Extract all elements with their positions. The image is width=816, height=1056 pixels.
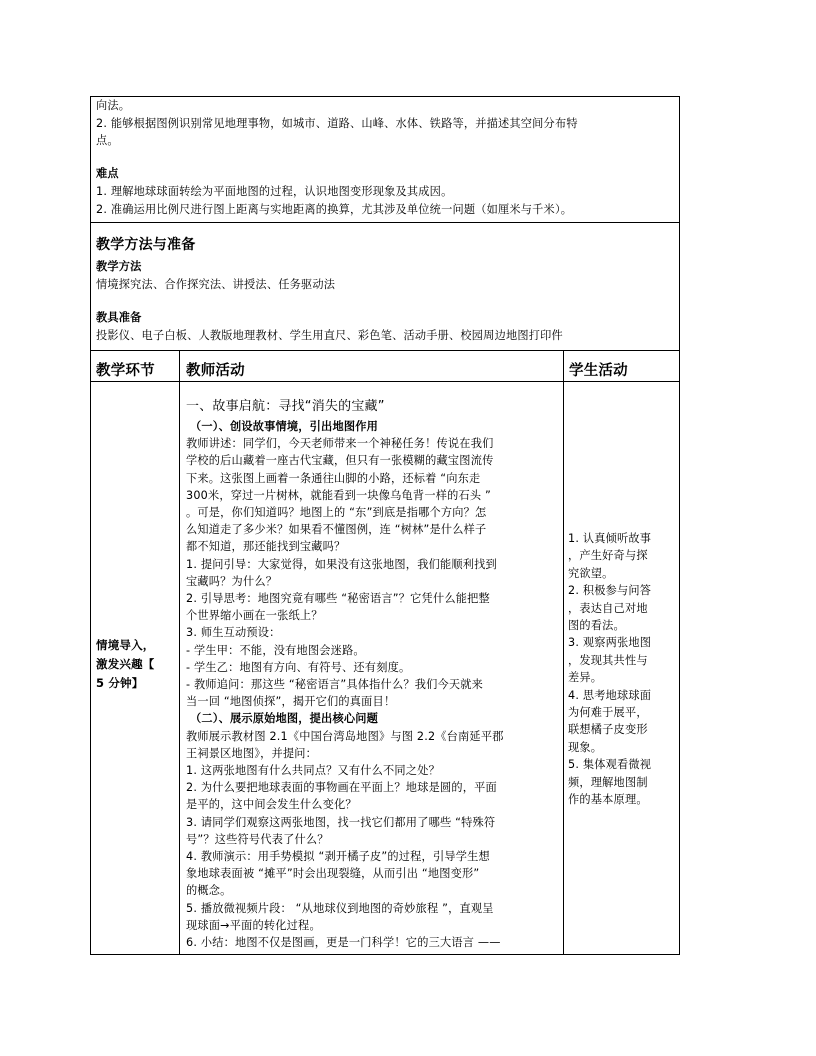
stage-label: 情境导入， [96, 638, 155, 652]
teacher-line: 1. 这两张地图有什么共同点？又有什么不同之处？ [186, 764, 440, 777]
teacher-line: 号”？这些符号代表了什么？ [186, 832, 329, 846]
difficulties-item: 1. 理解地球球面转绘为平面地图的过程，认识地图变形现象及其成因。 [96, 185, 453, 198]
student-line: 差异。 [568, 671, 603, 685]
teacher-line: 教师展示教材图 2.1《中国台湾岛地图》与图 2.2《台南延平郡 [186, 729, 504, 743]
divider-col-student [563, 350, 564, 954]
student-line: 3. 观察两张地图 [568, 636, 652, 650]
teacher-line: 3. 师生互动预设： [186, 626, 281, 640]
objectives-line: 2. 能够根据图例识别常见地理事物，如城市、道路、山峰、水体、铁路等，并描述其空间分布特 [96, 117, 578, 130]
teacher-line: 。可是，你们知道吗？地图上的 “东”到底是指哪个方向？怎 [186, 506, 487, 519]
teacher-line: - 学生乙：地图有方向、有符号、还有刻度。 [186, 660, 411, 674]
student-line: 2. 积极参与问答 [568, 584, 652, 598]
difficulties-heading: 难点 [96, 167, 119, 180]
teacher-line: 现球面→平面的转化过程。 [186, 918, 321, 932]
student-line: ，表达自己对地 [568, 601, 648, 615]
header-student: 学生活动 [569, 363, 628, 379]
lesson-section-title: 一、故事启航：寻找“消失的宝藏” [186, 399, 385, 414]
student-line: 频，理解地图制 [568, 775, 648, 789]
student-line: 1. 认真倾听故事 [568, 532, 652, 545]
student-line: 图的看法。 [568, 619, 625, 632]
student-line: ，发现其共性与 [568, 653, 648, 667]
teacher-line: 当一回 “地图侦探”，揭开它们的真面目！ [186, 695, 396, 709]
student-line: 现象。 [568, 740, 603, 754]
teacher-line: - 学生甲：不能，没有地图会迷路。 [186, 643, 365, 657]
header-teacher: 教师活动 [186, 363, 245, 379]
teacher-line: 是平的，这中间会发生什么变化？ [186, 798, 357, 812]
student-line: 为何难于展平， [568, 706, 648, 719]
teacher-line: 300米，穿过一片树林，就能看到一块像乌龟背一样的石头 ” [186, 488, 492, 502]
teacher-line: 象地球表面被 “摊平”时会出现裂缝，从而引出 “地图变形” [186, 867, 480, 881]
teacher-line: 5. 播放微视频片段： “从地球仪到地图的奇妙旅程 ”，直观呈 [186, 901, 494, 915]
difficulties-item: 2. 准确运用比例尺进行图上距离与实地距离的换算，尤其涉及单位统一问题（如厘米与千米）。 [96, 203, 573, 216]
teacher-line: 6. 小结：地图不仅是图画，更是一门科学！它的三大语言 —— [186, 936, 501, 949]
student-line: 究欲望。 [568, 566, 614, 580]
methods-heading: 教学方法 [96, 260, 142, 273]
student-line: ，产生好奇与探 [568, 549, 648, 563]
stage-label: 5 分钟】 [96, 676, 144, 690]
student-line: 4. 思考地球球面 [568, 688, 652, 702]
divider-col-stage [179, 350, 180, 954]
teacher-subheading: （二）、展示原始地图，提出核心问题 [190, 712, 378, 726]
teacher-line: - 教师追问：那这些 “秘密语言”具体指什么？我们今天就来 [186, 678, 484, 691]
teacher-line: 2. 为什么要把地球表面的事物画在平面上？地球是圆的，平面 [186, 781, 497, 795]
teacher-line: 的概念。 [186, 884, 232, 898]
section-title-methods: 教学方法与准备 [96, 237, 196, 253]
teacher-line: 1. 提问引导：大家觉得，如果没有这张地图，我们能顺利找到 [186, 557, 497, 571]
teacher-line: 4. 教师演示：用手势模拟 “剥开橘子皮”的过程，引导学生想 [186, 850, 490, 863]
teacher-line: 王祠景区地图》，并提问： [186, 746, 318, 760]
student-line: 联想橘子皮变形 [568, 723, 648, 737]
methods-text: 情境探究法、合作探究法、讲授法、任务驱动法 [96, 278, 336, 291]
header-stage: 教学环节 [96, 363, 155, 379]
teacher-line: 2. 引导思考：地图究竟有哪些 “秘密语言”？它凭什么能把整 [186, 592, 490, 605]
objectives-line: 点。 [96, 134, 119, 147]
student-line: 5. 集体观看微视 [568, 758, 652, 772]
tools-text: 投影仪、电子白板、人教版地理教材、学生用直尺、彩色笔、活动手册、校园周边地图打印件 [96, 329, 563, 342]
teacher-line: 宝藏吗？为什么？ [186, 574, 278, 588]
teacher-line: 下来。这张图上画着一条通往山脚的小路，还标着 “向东走 [186, 471, 481, 485]
teacher-line: 3. 请同学们观察这两张地图，找一找它们都用了哪些 “特殊符 [186, 815, 496, 829]
divider-methods-top [91, 222, 679, 223]
objectives-line: 向法。 [96, 99, 131, 112]
teacher-subheading: （一）、创设故事情境，引出地图作用 [190, 420, 378, 433]
teacher-line: 都不知道，那还能找到宝藏吗？ [186, 540, 346, 554]
teacher-line: 么知道走了多少米？如果看不懂图例，连 “树林”是什么样子 [186, 523, 487, 537]
student-line: 作的基本原理。 [568, 793, 648, 806]
stage-label: 激发兴趣【 [96, 657, 155, 671]
tools-heading: 教具准备 [96, 311, 142, 324]
teacher-line: 教师讲述：同学们，今天老师带来一个神秘任务！传说在我们 [186, 437, 494, 451]
teacher-line: 个世界缩小画在一张纸上？ [186, 609, 323, 623]
teacher-line: 学校的后山藏着一座古代宝藏，但只有一张模糊的藏宝图流传 [186, 454, 494, 468]
